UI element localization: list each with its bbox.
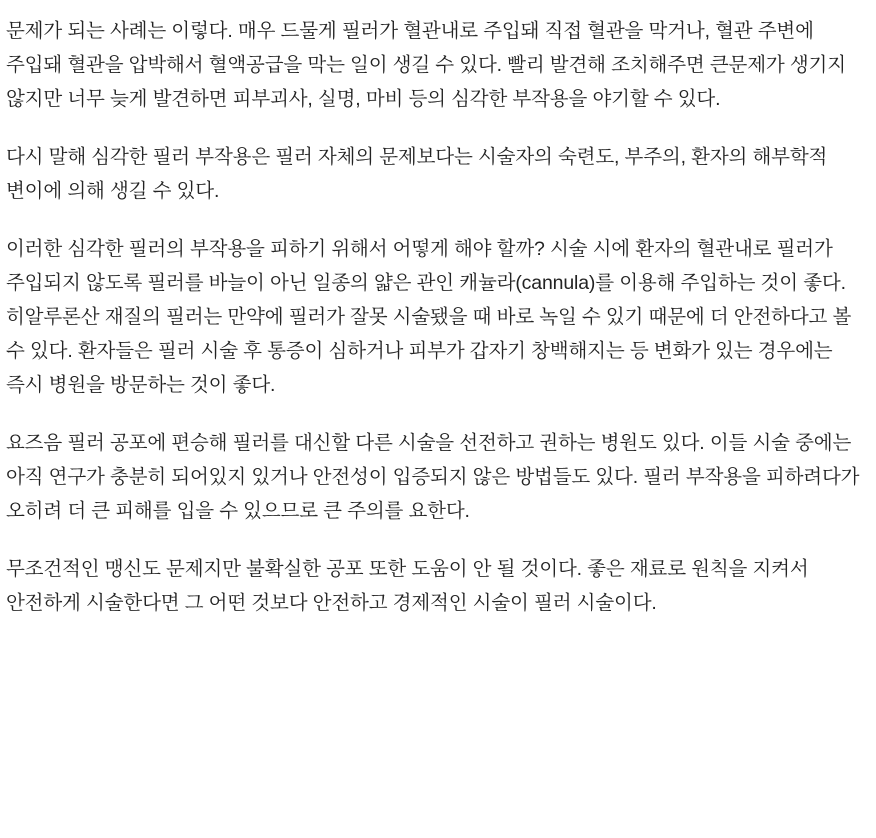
article-paragraph: 다시 말해 심각한 필러 부작용은 필러 자체의 문제보다는 시술자의 숙련도, 부주의, 환자의 해부학적 변이에 의해 생길 수 있다. <box>6 146 828 202</box>
article-paragraph: 무조건적인 맹신도 문제지만 불확실한 공포 또한 도움이 안 될 것이다. 좋은 재료로 원칙을 지켜서 안전하게 시술한다면 그 어떤 것보다 안전하고 경제적인 시술이 필러 시술이다. <box>6 558 809 614</box>
article-paragraph: 문제가 되는 사례는 이렇다. 매우 드물게 필러가 혈관내로 주입돼 직접 혈관을 막거나, 혈관 주변에 주입돼 혈관을 압박해서 혈액공급을 막는 일이 생길 수 있다. 빨리 발견해 조치해주면 큰문제가 생기지 않지만 너무 늦게 발견하면 피부괴사, 실명, 마비 등의 심각한 부작용을 야기할 수 있다. <box>6 20 846 110</box>
article-paragraph: 이러한 심각한 필러의 부작용을 피하기 위해서 어떻게 해야 할까? 시술 시에 환자의 혈관내로 필러가 주입되지 않도록 필러를 바늘이 아닌 일종의 얇은 관인 캐뉼라(cannula)를 이용해 주입하는 것이 좋다. 히알루론산 재질의 필러는 만약에 필러가 잘못 시술됐을 때 바로 녹일 수 있기 때문에 더 안전하다고 볼 수 있다. 환자들은 필러 시술 후 통증이 심하거나 피부가 갑자기 창백해지는 등 변화가 있는 경우에는 즉시 병원을 방문하는 것이 좋다. <box>6 238 852 396</box>
article-paragraph: 요즈음 필러 공포에 편승해 필러를 대신할 다른 시술을 선전하고 권하는 병원도 있다. 이들 시술 중에는 아직 연구가 충분히 되어있지 있거나 안전성이 입증되지 않은 방법들도 있다. 필러 부작용을 피하려다가 오히려 더 큰 피해를 입을 수 있으므로 큰 주의를 요한다. <box>6 432 860 522</box>
